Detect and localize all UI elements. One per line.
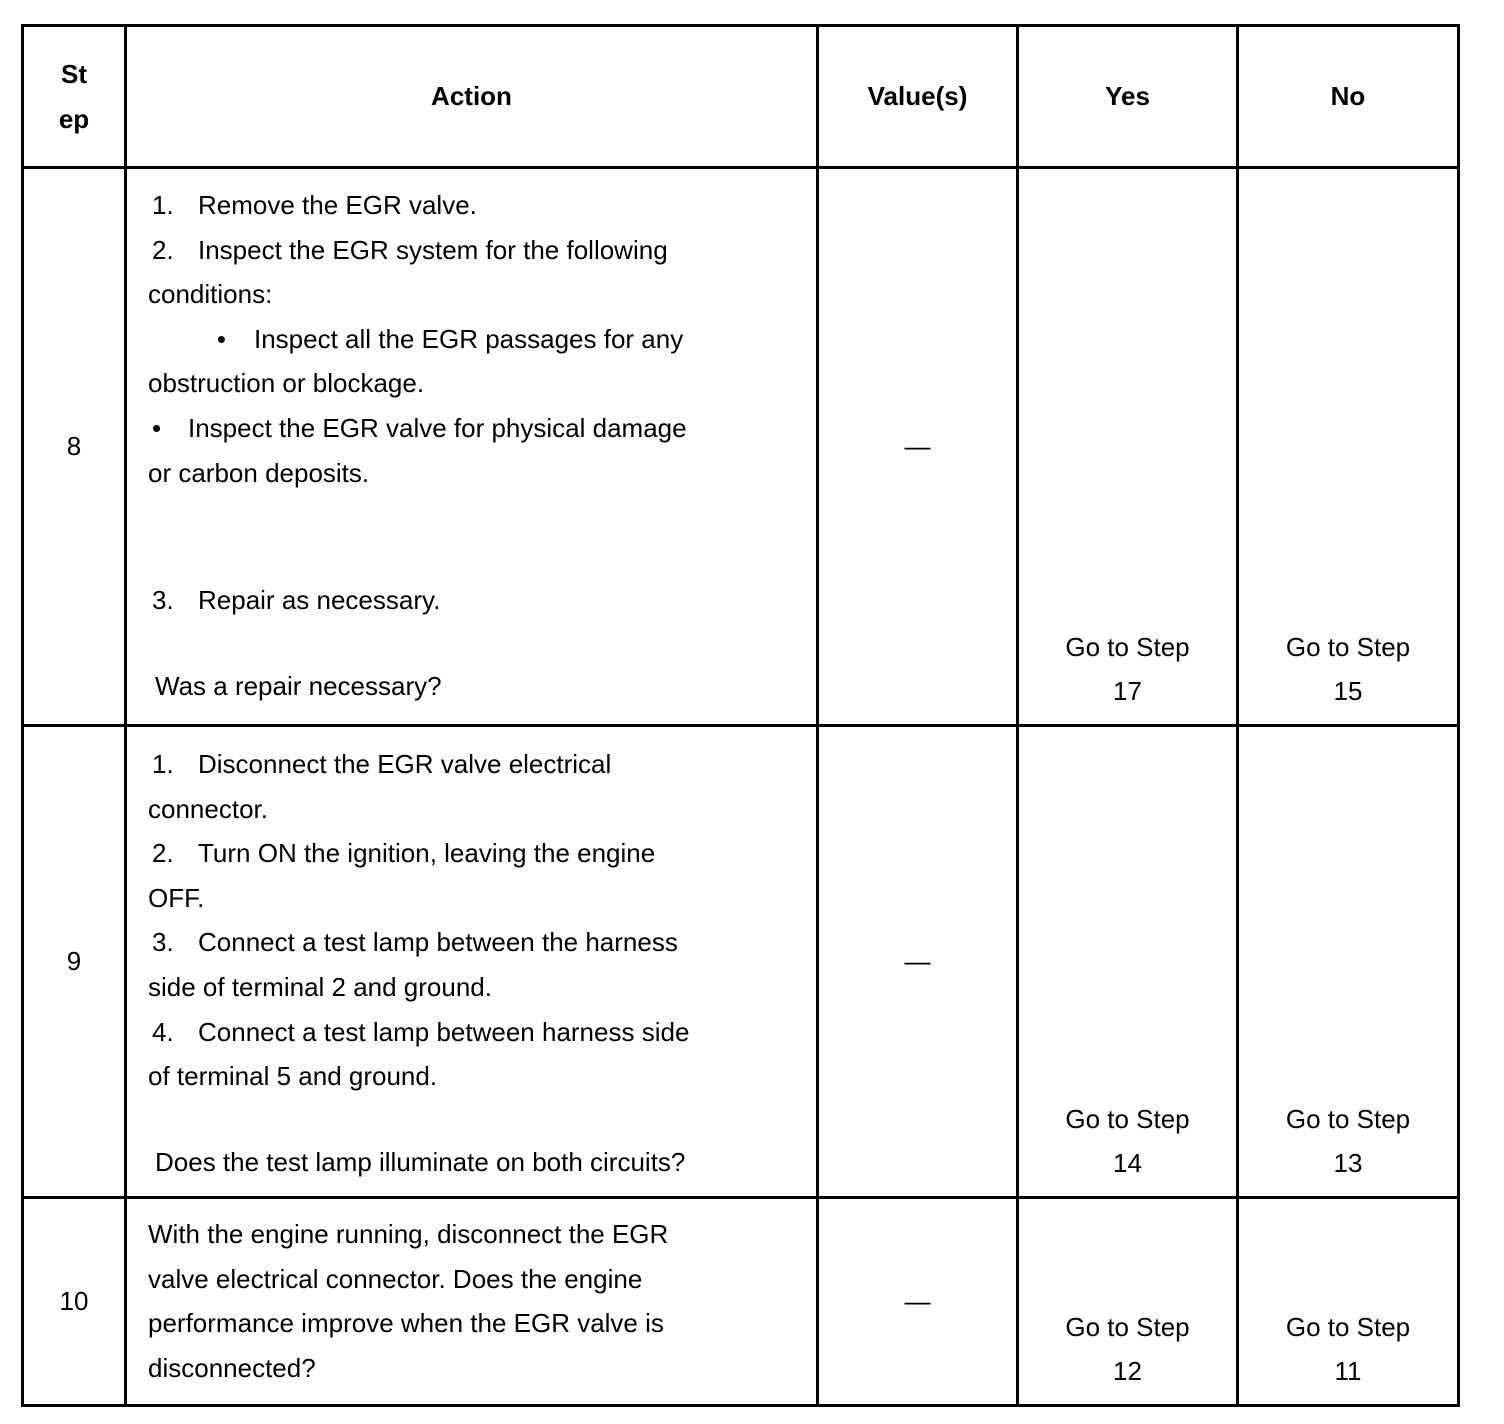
- no-cell: [1238, 1198, 1459, 1406]
- yes-step: 17: [1113, 676, 1142, 707]
- yes-cell: [1018, 1198, 1238, 1406]
- action-bullet: • Inspect all the EGR passages for any: [216, 323, 684, 354]
- yes-step: 14: [1113, 1148, 1142, 1179]
- action-line: disconnected?: [148, 1352, 316, 1383]
- table-row: [23, 168, 1459, 726]
- action-line: 1. Remove the EGR valve.: [152, 190, 477, 220]
- header-yes: Yes: [1018, 26, 1238, 168]
- header-values: Value(s): [818, 26, 1018, 168]
- table-row: [23, 1198, 1459, 1406]
- action-line: 2. Turn ON the ignition, leaving the engine: [152, 838, 656, 869]
- action-line: of terminal 5 and ground.: [148, 1061, 438, 1092]
- value-cell: [818, 1198, 1018, 1406]
- action-line: OFF.: [148, 882, 205, 913]
- yes-goto: Go to Step: [1065, 631, 1190, 662]
- header-step: St ep: [23, 26, 126, 168]
- action-line: connector.: [148, 793, 268, 824]
- action-line: 1. Disconnect the EGR valve electrical: [152, 749, 612, 779]
- action-cell: [126, 1198, 818, 1406]
- action-line: side of terminal 2 and ground.: [148, 971, 492, 1002]
- action-question: Was a repair necessary?: [155, 670, 442, 701]
- step-number: 10: [23, 1198, 126, 1406]
- yes-cell: [1018, 726, 1238, 1198]
- step-number: 8: [23, 168, 126, 726]
- value-cell: [818, 726, 1018, 1198]
- value-cell: [818, 168, 1018, 726]
- action-line: 3. Repair as necessary.: [152, 585, 441, 616]
- header-action: Action: [126, 26, 818, 168]
- action-cell: [126, 168, 818, 726]
- diagnostic-table: [21, 24, 1460, 1407]
- no-goto: Go to Step: [1285, 631, 1411, 662]
- table-row: [23, 726, 1459, 1198]
- action-question: Does the test lamp illuminate on both circuits?: [155, 1146, 686, 1177]
- value-text: —: [904, 431, 931, 462]
- yes-goto: Go to Step: [1065, 1311, 1190, 1342]
- action-line: 2. Inspect the EGR system for the following: [152, 234, 668, 265]
- value-text: —: [904, 946, 931, 977]
- no-step: 11: [1334, 1356, 1362, 1387]
- header-no: No: [1238, 26, 1459, 168]
- value-text: —: [904, 1286, 931, 1317]
- yes-goto: Go to Step: [1065, 1103, 1190, 1134]
- action-line: or carbon deposits.: [148, 457, 370, 488]
- no-step: 13: [1333, 1148, 1363, 1179]
- yes-cell: [1018, 168, 1238, 726]
- action-line: performance improve when the EGR valve is: [148, 1308, 664, 1339]
- header-row: [23, 26, 1459, 168]
- action-line: valve electrical connector. Does the engine: [148, 1263, 643, 1294]
- action-bullet: • Inspect the EGR valve for physical damage: [152, 412, 687, 443]
- action-line: 4. Connect a test lamp between harness side: [152, 1016, 690, 1047]
- action-cell: [126, 726, 818, 1198]
- no-goto: Go to Step: [1285, 1103, 1411, 1134]
- no-goto: Go to Step: [1285, 1311, 1411, 1342]
- action-line: obstruction or blockage.: [148, 368, 425, 399]
- no-cell: [1238, 168, 1459, 726]
- action-line: 3. Connect a test lamp between the harness: [152, 927, 678, 958]
- step-number: 9: [23, 726, 126, 1198]
- action-line: With the engine running, disconnect the EGR: [148, 1219, 669, 1249]
- action-line: conditions:: [148, 279, 273, 310]
- no-cell: [1238, 726, 1459, 1198]
- no-step: 15: [1333, 676, 1363, 707]
- yes-step: 12: [1113, 1356, 1142, 1387]
